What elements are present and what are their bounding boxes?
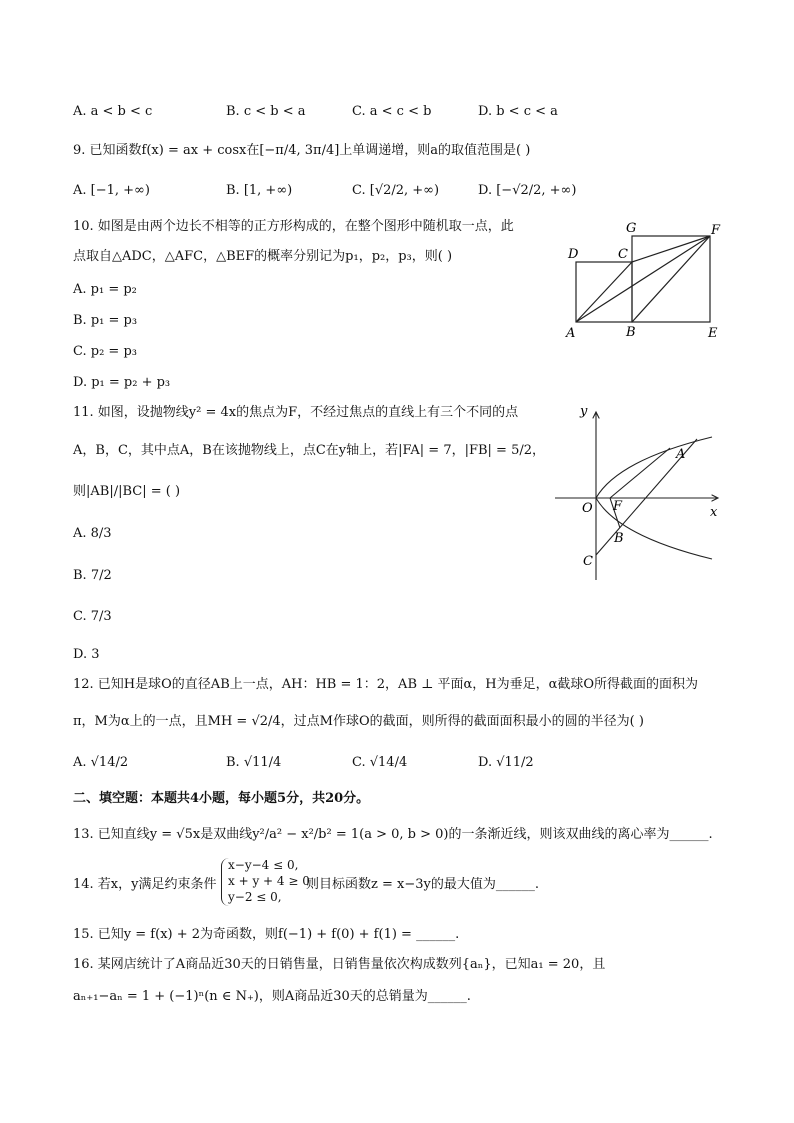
q11-option-b: B. 7/2 [73, 568, 112, 583]
q9-stem: 9. 已知函数f(x) = ax + cosx在[−π/4, 3π/4]上单调递增，则a的取值范围是( ) [73, 143, 531, 158]
q11-figure [550, 400, 730, 585]
label-d: D [568, 247, 579, 262]
label-b: B [614, 531, 624, 546]
q16-line1: 16. 某网店统计了A商品近30天的日销售量，日销售量依次构成数列{aₙ}，已知a₁ = 20，且 [73, 957, 606, 972]
q11-option-d: D. 3 [73, 647, 100, 662]
label-f: F [613, 499, 623, 514]
label-e: E [708, 326, 718, 341]
label-o: O [582, 501, 593, 516]
q8-option-d: D. b < c < a [478, 104, 558, 119]
label-f: F [711, 223, 721, 238]
q10-option-d: D. p₁ = p₂ + p₃ [73, 375, 171, 390]
q11-option-c: C. 7/3 [73, 609, 112, 624]
q13-stem: 13. 已知直线y = √5x是双曲线y²/a² − x²/b² = 1(a > 0, b > 0)的一条渐近线，则该双曲线的离心率为______. [73, 827, 713, 842]
q10-figure [560, 215, 735, 345]
q10-stem-line2: 点取自△ADC，△AFC，△BEF的概率分别记为p₁，p₂，p₃，则( ) [73, 249, 453, 264]
q15-stem: 15. 已知y = f(x) + 2为奇函数，则f(−1) + f(0) + f(1) = ______. [73, 927, 460, 942]
q12-option-b: B. √11/4 [226, 755, 282, 770]
label-c: C [618, 247, 628, 262]
q14-suffix: 则目标函数z = x−3y的最大值为______. [306, 877, 539, 892]
q8-option-b: B. c < b < a [226, 104, 306, 119]
label-c: C [583, 554, 593, 569]
section-heading: 二、填空题：本题共4小题，每小题5分，共20分。 [73, 791, 370, 806]
label-y: y [580, 404, 588, 419]
q11-stem-line2: A，B，C，其中点A，B在该抛物线上，点C在y轴上，若|FA| = 7，|FB| = 5/2， [73, 443, 545, 458]
q10-stem-line1: 10. 如图是由两个边长不相等的正方形构成的，在整个图形中随机取一点，此 [73, 219, 514, 234]
q12-option-c: C. √14/4 [352, 755, 408, 770]
q8-option-a: A. a < b < c [73, 104, 153, 119]
label-a: A [676, 447, 686, 462]
label-g: G [626, 221, 637, 236]
label-b: B [626, 325, 636, 340]
q9-option-c: C. [√2/2, +∞) [352, 183, 440, 198]
q9-option-a: A. [−1, +∞) [73, 183, 150, 198]
q14-constraint-2: x + y + 4 ≥ 0 [228, 874, 310, 888]
q11-option-a: A. 8/3 [73, 526, 112, 541]
q12-stem-line2: π，M为α上的一点，且MH = √2/4，过点M作球O的截面，则所得的截面面积最小的圆的半径为( ) [73, 714, 644, 729]
q9-option-d: D. [−√2/2, +∞) [478, 183, 577, 198]
q14-prefix: 14. 若x，y满足约束条件 [73, 877, 217, 892]
label-a: A [566, 326, 576, 341]
q10-option-c: C. p₂ = p₃ [73, 344, 137, 359]
q8-option-c: C. a < c < b [352, 104, 432, 119]
q9-option-b: B. [1, +∞) [226, 183, 293, 198]
q11-stem-line3: 则|AB|/|BC| = ( ) [73, 484, 181, 499]
label-x: x [710, 505, 718, 520]
q10-option-a: A. p₁ = p₂ [73, 282, 137, 297]
q14-constraint-3: y−2 ≤ 0, [228, 890, 282, 904]
q12-option-d: D. √11/2 [478, 755, 534, 770]
q16-line2: aₙ₊₁−aₙ = 1 + (−1)ⁿ(n ∈ N₊)，则A商品近30天的总销量为______. [73, 989, 471, 1004]
q11-stem-line1: 11. 如图，设抛物线y² = 4x的焦点为F，不经过焦点的直线上有三个不同的点 [73, 405, 519, 420]
q12-option-a: A. √14/2 [73, 755, 129, 770]
q14-constraint-1: x−y−4 ≤ 0, [228, 858, 299, 872]
q10-option-b: B. p₁ = p₃ [73, 313, 138, 328]
q12-stem-line1: 12. 已知H是球O的直径AB上一点，AH：HB = 1：2，AB ⊥ 平面α，H为垂足，α截球O所得截面的面积为 [73, 677, 699, 692]
